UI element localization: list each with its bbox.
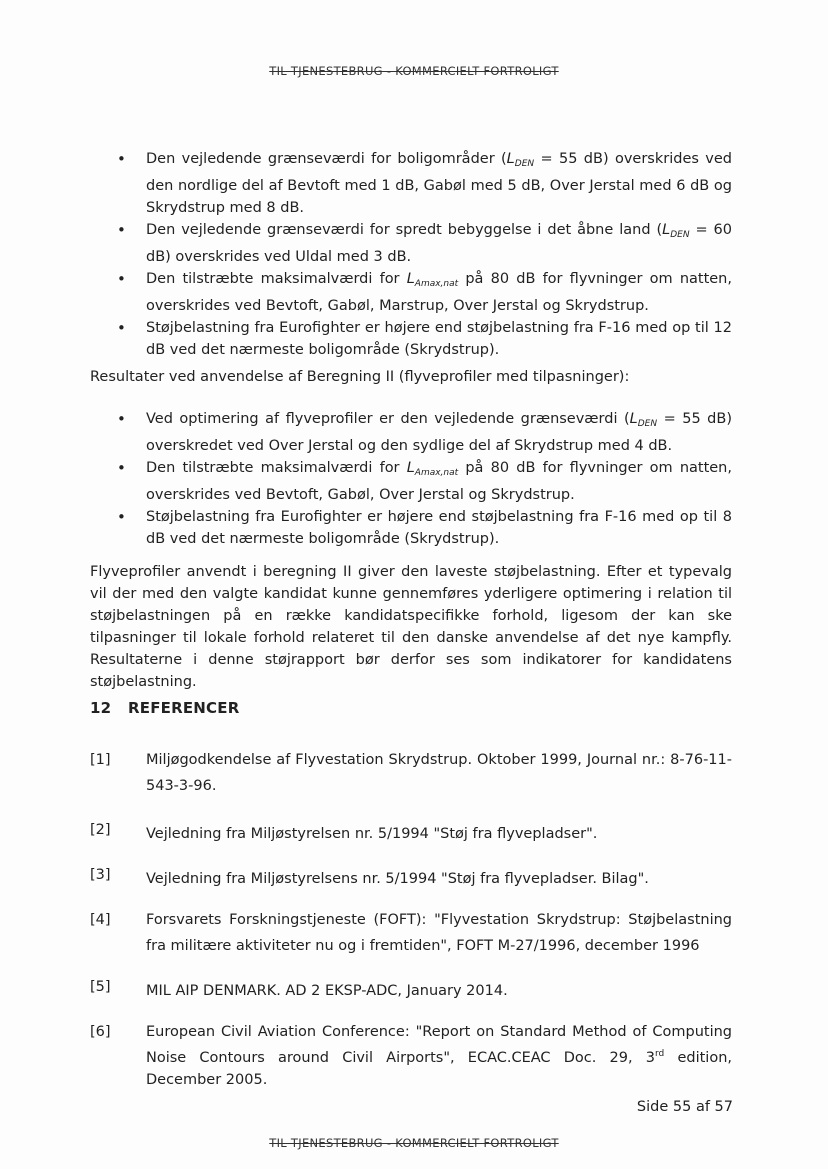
list-item: • Den vejledende grænseværdi for spredt bebyggelse i det åbne land ($L_{DEN} = 60$ dB) overskrides ved Uldal med 3 dB. [90, 219, 732, 268]
list-item: • Ved optimering af flyveprofiler er den vejledende grænseværdi ($L_{DEN} = 55$ dB) overskredet ved Over Jerstal og den sydlige del af Skrydstrup med 4 dB. [90, 408, 732, 457]
results-list-1 [90, 148, 732, 366]
list-item: • Støjbelastning fra Eurofighter er højere end støjbelastning fra F-16 med op til 12 dB ved det nærmeste boligområde (Skrydstrup). [90, 317, 732, 366]
list-item: • Den tilstræbte maksimalværdi for $L_{Amax,nat}$ på 80 dB for flyvninger om natten, overskrides ved Bevtoft, Gabøl, Over Jerstal og Skrydstrup. [90, 457, 732, 506]
classification-footer: TIL TJENESTEBRUG - KOMMERCIELT FORTROLIGT [269, 1136, 559, 1150]
list-item: • Støjbelastning fra Eurofighter er højere end støjbelastning fra F-16 med op til 8 dB ved det nærmeste boligområde (Skrydstrup). [90, 506, 732, 555]
classification-header: TIL TJENESTEBRUG - KOMMERCIELT FORTROLIGT [269, 64, 559, 78]
reference-item: [6] European Civil Aviation Conference: "Report on Standard Method of Computing Noise Contours around Civil Airports", ECAC.CEAC Doc. 29, 3rd edition, December 2005. [90, 1021, 732, 1091]
reference-tag: [2] [90, 822, 111, 838]
reference-tag: [3] [90, 867, 111, 883]
list-item: • Den tilstræbte maksimalværdi for $L_{Amax,nat}$ på 80 dB for flyvninger om natten, overskrides ved Bevtoft, Gabøl, Marstrup, Over Jerstal og Skrydstrup. [90, 268, 732, 317]
reference-tag: [5] [90, 979, 111, 995]
reference-item: [3] Vejledning fra Miljøstyrelsens nr. 5/1994 "Støj fra flyvepladser. Bilag". [90, 864, 732, 890]
section-heading [90, 699, 239, 717]
reference-item: [5] MIL AIP DENMARK. AD 2 EKSP-ADC, January 2014. [90, 976, 732, 1002]
reference-tag: [4] [90, 912, 111, 928]
section-number: 12 [90, 699, 112, 717]
section-title: REFERENCER [128, 699, 240, 717]
reference-tag: [6] [90, 1024, 111, 1040]
results-list-2 [90, 408, 732, 555]
list-item: • Den vejledende grænseværdi for boligområder ($L_{DEN} = 55$ dB) overskrides ved den nordlige del af Bevtoft med 1 dB, Gabøl med 5 dB, Over Jerstal med 6 dB og Skrydstrup med 8 dB. [90, 148, 732, 219]
reference-item: [4] Forsvarets Forskningstjeneste (FOFT): "Flyvestation Skrydstrup: Støjbelastning fra militære aktiviteter nu og i fremtiden", FOFT M-27/1996, december 1996 [90, 909, 732, 957]
conclusion-paragraph: Flyveprofiler anvendt i beregning II giver den laveste støjbelastning. Efter et typevalg vil der med den valgte kandidat kunne gennemføres yderligere optimering i relation til støjbelastningen på en række kandidatspecifikke forhold, ligesom der kan ske tilpasninger til lokale forhold relateret til den danske anvendelse af det nye kampfly. Resultaterne i denne støjrapport bør derfor ses som indikatorer for kandidatens støjbelastning. [90, 564, 732, 690]
reference-list [90, 749, 732, 1091]
results-intro: Resultater ved anvendelse af Beregning II (flyveprofiler med tilpasninger): [90, 369, 630, 385]
reference-tag: [1] [90, 752, 111, 768]
page-number: Side 55 af 57 [636, 1099, 733, 1115]
reference-item: [2] Vejledning fra Miljøstyrelsen nr. 5/1994 "Støj fra flyvepladser". [90, 819, 732, 845]
reference-item: [1] Miljøgodkendelse af Flyvestation Skrydstrup. Oktober 1999, Journal nr.: 8-76-11-543-3-96. [90, 749, 732, 797]
